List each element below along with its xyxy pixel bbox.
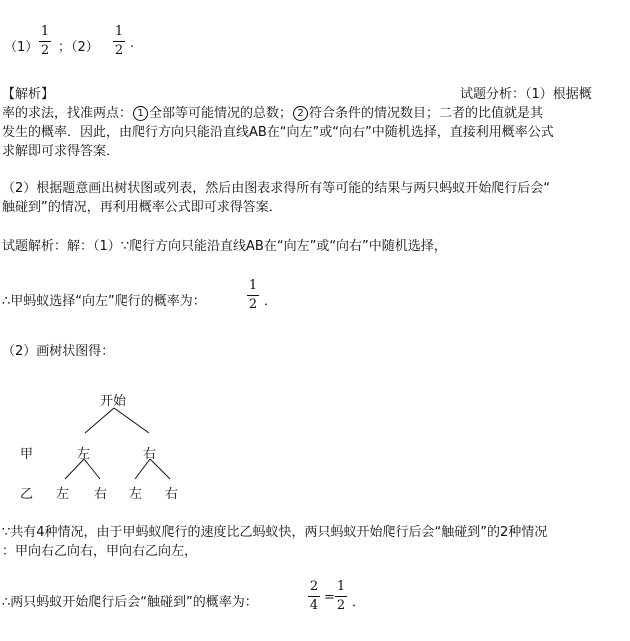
fraction-numerator: 1 [114, 24, 124, 39]
fraction-numerator: 1 [40, 24, 50, 39]
solution-line-2-end: ． [264, 294, 278, 309]
solution-line-6-end: ． [352, 595, 366, 610]
answer-separator: ；（2） [58, 40, 99, 55]
solution-line-2: ∴甲蚂蚁选择“向左”爬行的概率为： [2, 294, 206, 309]
solution-line-3: （2）画树状图得： [2, 344, 115, 359]
analysis-line-5: 触碰到”的情况，再利用概率公式即可求得答案． [2, 200, 282, 215]
tree-level2-node: 右 [94, 487, 108, 502]
analysis-line-1-b: 全部等可能情况的总数； [149, 106, 293, 121]
fraction-numerator: 1 [336, 579, 346, 594]
fraction-numerator: 1 [248, 278, 258, 293]
conclusion-fraction-2 [335, 579, 347, 614]
analysis-line-3: 求解即可求得答案． [2, 144, 120, 159]
tree-edge [65, 459, 84, 479]
tree-edge [85, 408, 114, 433]
tree-level2-node: 右 [165, 487, 179, 502]
tree-edge [114, 408, 149, 433]
solution-line-6: ∴两只蚂蚁开始爬行后会“触碰到”的概率为： [2, 595, 258, 610]
tree-level1-right: 右 [143, 447, 157, 462]
fraction-bar [335, 596, 347, 597]
tree-row-label-jia: 甲 [20, 447, 34, 462]
equals-sign: = [324, 590, 335, 605]
tree-level2-node: 左 [56, 487, 70, 502]
analysis-line-4: （2）根据题意画出树状图或列表，然后由图表求得所有等可能的结果与两只蚂蚁开始爬行后会“ [2, 181, 551, 196]
solution-line-5: ：甲向右乙向右，甲向右乙向左， [2, 544, 198, 559]
fraction-denominator: 2 [248, 297, 258, 312]
fraction-denominator: 2 [336, 598, 346, 613]
tree-edge [84, 459, 100, 479]
analysis-right-label: 试题分析：（1）根据概 [460, 87, 592, 102]
conclusion-fraction-1 [308, 579, 320, 614]
analysis-heading: 【解析】 [2, 87, 55, 102]
solution-line-4: ∵共有4种情况，由于甲蚂蚁爬行的速度比乙蚂蚁快，两只蚂蚁开始爬行后会“触碰到”的2种情况 [2, 525, 548, 540]
answer-end: . [130, 36, 135, 51]
solution-line-1: 试题解析：解：（1）∵爬行方向只能沿直线AB在“向左”或“向右”中随机选择， [2, 239, 447, 254]
fraction-denominator: 2 [40, 43, 50, 58]
analysis-line-1-c: 符合条件的情况数目；二者的比值就是其 [309, 106, 544, 121]
tree-edge [150, 459, 170, 479]
fraction-denominator: 2 [114, 43, 124, 58]
tree-row-label-yi: 乙 [20, 487, 34, 502]
answer-part1-label: （1） [4, 40, 39, 55]
analysis-line-2: 发生的概率．因此，由爬行方向只能沿直线AB在“向左”或“向右”中随机选择，直接利用概率公式 [2, 125, 554, 140]
fraction-denominator: 4 [309, 598, 319, 613]
circled-number-2: 2 [293, 106, 308, 121]
tree-level1-left: 左 [77, 447, 91, 462]
tree-edge [135, 459, 150, 479]
tree-root: 开始 [100, 394, 127, 409]
fraction-bar [308, 596, 320, 597]
fraction-numerator: 2 [309, 579, 319, 594]
tree-level2-node: 左 [129, 487, 143, 502]
circled-number-1: 1 [133, 106, 148, 121]
analysis-line-1-a: 率的求法，找准两点： [2, 106, 133, 121]
